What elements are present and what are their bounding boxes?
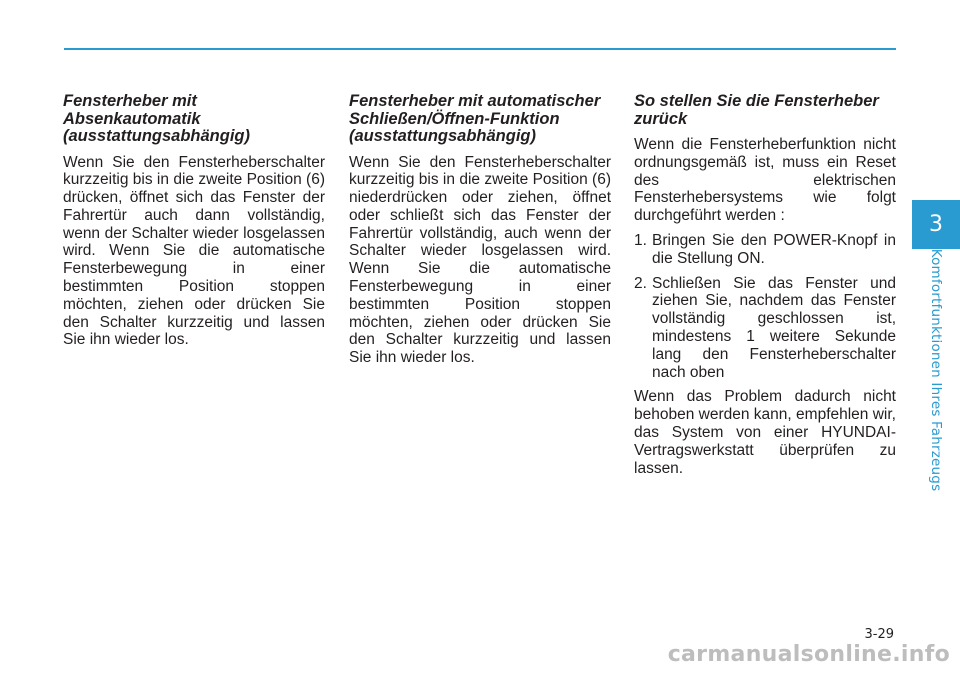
page-number: 3-29 <box>864 627 894 642</box>
step-text: Bringen Sie den POWER-Knopf in die Stellung ON. <box>652 231 896 267</box>
step-number: 2. <box>634 274 647 292</box>
reset-steps-list <box>634 232 896 381</box>
chapter-tab <box>912 200 960 249</box>
list-item <box>634 232 896 268</box>
step-number: 1. <box>634 231 647 249</box>
chapter-title-vertical: Komfortfunktionen Ihres Fahrzeugs <box>928 248 944 492</box>
step-text: Schließen Sie das Fenster und ziehen Sie, nachdem das Fenster vollständig geschlossen ist, mindestens 1 weitere Sekunde lang den Fensterheberschalter nach oben <box>652 274 896 381</box>
top-rule <box>64 48 896 50</box>
column-1 <box>63 93 325 356</box>
section-heading: Fensterheber mit automatischer Schließen/Öffnen-Funktion (ausstattungsabhängig) <box>349 92 601 145</box>
section-heading: Fensterheber mit Absenkautomatik (ausstattungsabhängig) <box>63 92 251 145</box>
section-body: Wenn Sie den Fensterheberschalter kurzzeitig bis in die zweite Position (6) niederdrücken oder ziehen, öffnet oder schließt sich das Fenster der Fahrertür vollständig, auch wenn der Schalter wieder losgelassen wird. Wenn Sie die automatische Fensterbewegung in einer bestimmten Position stoppen möchten, ziehen oder drücken Sie den Schalter kurzzeitig und lassen Sie ihn wieder los. <box>349 153 611 367</box>
list-item <box>634 275 896 382</box>
column-2 <box>349 93 611 374</box>
section-intro: Wenn die Fensterheberfunktion nicht ordnungsgemäß ist, muss ein Reset des elektrischen Fensterhebersystems wie folgt durchgeführt werden : <box>634 136 896 225</box>
column-3 <box>634 93 896 484</box>
section-heading: So stellen Sie die Fensterheber zurück <box>634 92 879 128</box>
chapter-number: 3 <box>929 212 943 237</box>
section-outro: Wenn das Problem dadurch nicht behoben werden kann, empfehlen wir, das System von einer HYUNDAI-Vertragswerkstatt überprüfen zu lassen. <box>634 388 896 477</box>
watermark: carmanualsonline.info <box>667 642 950 667</box>
section-body: Wenn Sie den Fensterheberschalter kurzzeitig bis in die zweite Position (6) drücken, öffnet sich das Fenster der Fahrertür auch dann vollständig, wenn der Schalter wieder losgelassen wird. Wenn Sie die automatische Fensterbewegung in einer bestimmten Position stoppen möchten, ziehen oder drücken Sie den Schalter kurzzeitig und lassen Sie ihn wieder los. <box>63 153 325 349</box>
